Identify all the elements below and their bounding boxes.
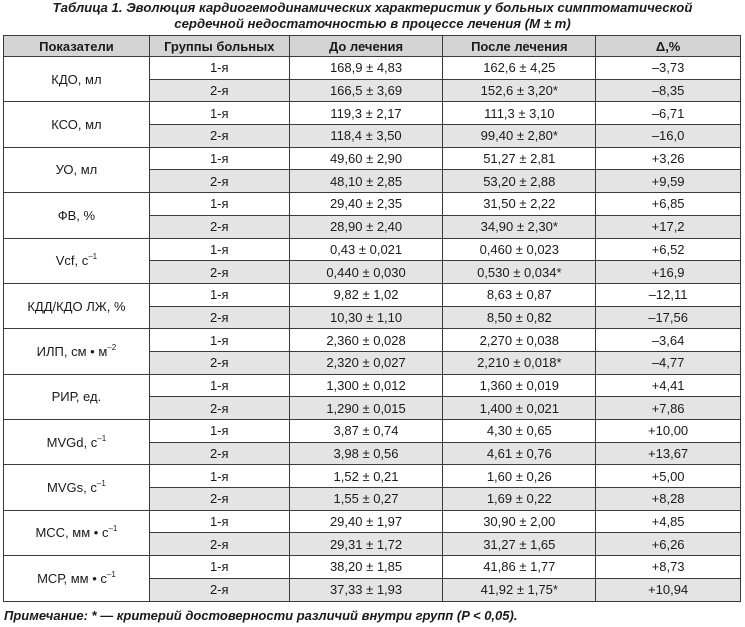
table-row [4, 329, 741, 352]
header-row [4, 36, 741, 57]
indicator-label: КСО, мл [51, 117, 102, 133]
before-cell: 9,82 ± 1,02 [289, 283, 443, 306]
after-cell: 1,69 ± 0,22 [443, 488, 596, 511]
indicator-cell [4, 374, 150, 419]
after-cell: 0,460 ± 0,023 [443, 238, 596, 261]
delta-cell: +3,26 [596, 147, 741, 170]
indicator-unit-exponent: –1 [96, 479, 106, 489]
before-cell: 3,87 ± 0,74 [289, 420, 443, 443]
indicator-label: УО, мл [55, 162, 98, 178]
after-cell: 53,20 ± 2,88 [443, 170, 596, 193]
indicator-label: МСР, мм • с [37, 570, 107, 586]
table-note: Примечание: * — критерий достоверности различий внутри групп (P < 0,05). [4, 608, 518, 623]
after-cell: 30,90 ± 2,00 [443, 510, 596, 533]
header-group: Группы больных [149, 36, 289, 57]
after-cell: 1,400 ± 0,021 [443, 397, 596, 420]
after-cell: 1,60 ± 0,26 [443, 465, 596, 488]
data-table [3, 35, 741, 602]
after-cell: 34,90 ± 2,30* [443, 215, 596, 238]
before-cell: 49,60 ± 2,90 [289, 147, 443, 170]
delta-cell: +10,94 [596, 578, 741, 601]
before-cell: 37,33 ± 1,93 [289, 578, 443, 601]
group-cell: 2-я [149, 79, 289, 102]
group-cell: 2-я [149, 306, 289, 329]
before-cell: 29,40 ± 1,97 [289, 510, 443, 533]
before-cell: 0,43 ± 0,021 [289, 238, 443, 261]
delta-cell: –3,73 [596, 57, 741, 80]
delta-cell: +4,41 [596, 374, 741, 397]
header-before: До лечения [289, 36, 443, 57]
table-row [4, 374, 741, 397]
after-cell: 1,360 ± 0,019 [443, 374, 596, 397]
delta-cell: +7,86 [596, 397, 741, 420]
before-cell: 166,5 ± 3,69 [289, 79, 443, 102]
before-cell: 2,320 ± 0,027 [289, 351, 443, 374]
table-row [4, 147, 741, 170]
group-cell: 2-я [149, 397, 289, 420]
group-cell: 2-я [149, 442, 289, 465]
before-cell: 1,52 ± 0,21 [289, 465, 443, 488]
before-cell: 29,31 ± 1,72 [289, 533, 443, 556]
before-cell: 28,90 ± 2,40 [289, 215, 443, 238]
group-cell: 1-я [149, 374, 289, 397]
group-cell: 1-я [149, 329, 289, 352]
before-cell: 1,55 ± 0,27 [289, 488, 443, 511]
table-row [4, 420, 741, 443]
table-row [4, 283, 741, 306]
after-cell: 99,40 ± 2,80* [443, 125, 596, 148]
after-cell: 2,210 ± 0,018* [443, 351, 596, 374]
delta-cell: +13,67 [596, 442, 741, 465]
delta-cell: +6,26 [596, 533, 741, 556]
table-row [4, 510, 741, 533]
indicator-label: MVGd, с [46, 434, 98, 450]
after-cell: 31,50 ± 2,22 [443, 193, 596, 216]
group-cell: 1-я [149, 147, 289, 170]
delta-cell: +10,00 [596, 420, 741, 443]
delta-cell: +6,85 [596, 193, 741, 216]
delta-cell: –12,11 [596, 283, 741, 306]
after-cell: 41,92 ± 1,75* [443, 578, 596, 601]
delta-cell: –6,71 [596, 102, 741, 125]
table-row [4, 465, 741, 488]
delta-cell: +5,00 [596, 465, 741, 488]
group-cell: 2-я [149, 125, 289, 148]
delta-cell: +8,28 [596, 488, 741, 511]
group-cell: 1-я [149, 556, 289, 579]
before-cell: 3,98 ± 0,56 [289, 442, 443, 465]
after-cell: 41,86 ± 1,77 [443, 556, 596, 579]
group-cell: 1-я [149, 510, 289, 533]
indicator-label: МСС, мм • с [35, 525, 109, 541]
before-cell: 119,3 ± 2,17 [289, 102, 443, 125]
after-cell: 111,3 ± 3,10 [443, 102, 596, 125]
indicator-cell [4, 193, 150, 238]
table-row [4, 556, 741, 579]
delta-cell: +16,9 [596, 261, 741, 284]
delta-cell: –17,56 [596, 306, 741, 329]
after-cell: 4,30 ± 0,65 [443, 420, 596, 443]
indicator-cell [4, 510, 150, 555]
header-indicator: Показатели [4, 36, 150, 57]
indicator-label: Vcf, с [55, 253, 89, 269]
indicator-unit-exponent: –1 [108, 524, 118, 534]
delta-cell: –3,64 [596, 329, 741, 352]
delta-cell: –16,0 [596, 125, 741, 148]
table-row [4, 238, 741, 261]
after-cell: 8,63 ± 0,87 [443, 283, 596, 306]
before-cell: 1,300 ± 0,012 [289, 374, 443, 397]
header-delta: Δ,% [596, 36, 741, 57]
group-cell: 1-я [149, 57, 289, 80]
table-row [4, 193, 741, 216]
before-cell: 10,30 ± 1,10 [289, 306, 443, 329]
indicator-unit-exponent: –1 [106, 569, 116, 579]
indicator-unit-exponent: –2 [107, 342, 117, 352]
group-cell: 2-я [149, 578, 289, 601]
indicator-cell [4, 238, 150, 283]
before-cell: 2,360 ± 0,028 [289, 329, 443, 352]
delta-cell: +9,59 [596, 170, 741, 193]
delta-cell: +4,85 [596, 510, 741, 533]
group-cell: 1-я [149, 102, 289, 125]
indicator-cell [4, 329, 150, 374]
table-row [4, 102, 741, 125]
group-cell: 2-я [149, 261, 289, 284]
indicator-cell [4, 283, 150, 328]
before-cell: 29,40 ± 2,35 [289, 193, 443, 216]
table-caption [0, 0, 745, 32]
caption-line-2: сердечной недостаточностью в процессе лечения (M ± m) [174, 16, 571, 31]
indicator-cell [4, 147, 150, 192]
indicator-label: КДД/КДО ЛЖ, % [27, 298, 126, 314]
indicator-label: MVGs, с [47, 480, 97, 496]
after-cell: 8,50 ± 0,82 [443, 306, 596, 329]
after-cell: 31,27 ± 1,65 [443, 533, 596, 556]
group-cell: 2-я [149, 488, 289, 511]
table-row [4, 57, 741, 80]
before-cell: 38,20 ± 1,85 [289, 556, 443, 579]
caption-line-1: Таблица 1. Эволюция кардиогемодинамических характеристик у больных симптоматической [52, 0, 693, 15]
delta-cell: +6,52 [596, 238, 741, 261]
before-cell: 0,440 ± 0,030 [289, 261, 443, 284]
group-cell: 1-я [149, 283, 289, 306]
group-cell: 2-я [149, 170, 289, 193]
group-cell: 1-я [149, 465, 289, 488]
after-cell: 51,27 ± 2,81 [443, 147, 596, 170]
delta-cell: +17,2 [596, 215, 741, 238]
group-cell: 1-я [149, 193, 289, 216]
indicator-cell [4, 57, 150, 102]
after-cell: 0,530 ± 0,034* [443, 261, 596, 284]
header-after: После лечения [443, 36, 596, 57]
table-body [4, 57, 741, 602]
indicator-label: РИР, ед. [51, 389, 102, 405]
indicator-label: ФВ, % [57, 207, 96, 223]
indicator-cell [4, 556, 150, 601]
before-cell: 168,9 ± 4,83 [289, 57, 443, 80]
delta-cell: +8,73 [596, 556, 741, 579]
group-cell: 2-я [149, 351, 289, 374]
group-cell: 1-я [149, 238, 289, 261]
indicator-unit-exponent: –1 [88, 252, 98, 262]
after-cell: 4,61 ± 0,76 [443, 442, 596, 465]
group-cell: 2-я [149, 533, 289, 556]
indicator-label: КДО, мл [51, 71, 102, 87]
indicator-label: ИЛП, см • м [36, 343, 108, 359]
indicator-cell [4, 102, 150, 147]
before-cell: 118,4 ± 3,50 [289, 125, 443, 148]
indicator-cell [4, 465, 150, 510]
after-cell: 152,6 ± 3,20* [443, 79, 596, 102]
before-cell: 48,10 ± 2,85 [289, 170, 443, 193]
after-cell: 162,6 ± 4,25 [443, 57, 596, 80]
delta-cell: –8,35 [596, 79, 741, 102]
group-cell: 2-я [149, 215, 289, 238]
group-cell: 1-я [149, 420, 289, 443]
delta-cell: –4,77 [596, 351, 741, 374]
indicator-unit-exponent: –1 [97, 433, 107, 443]
indicator-cell [4, 420, 150, 465]
before-cell: 1,290 ± 0,015 [289, 397, 443, 420]
after-cell: 2,270 ± 0,038 [443, 329, 596, 352]
